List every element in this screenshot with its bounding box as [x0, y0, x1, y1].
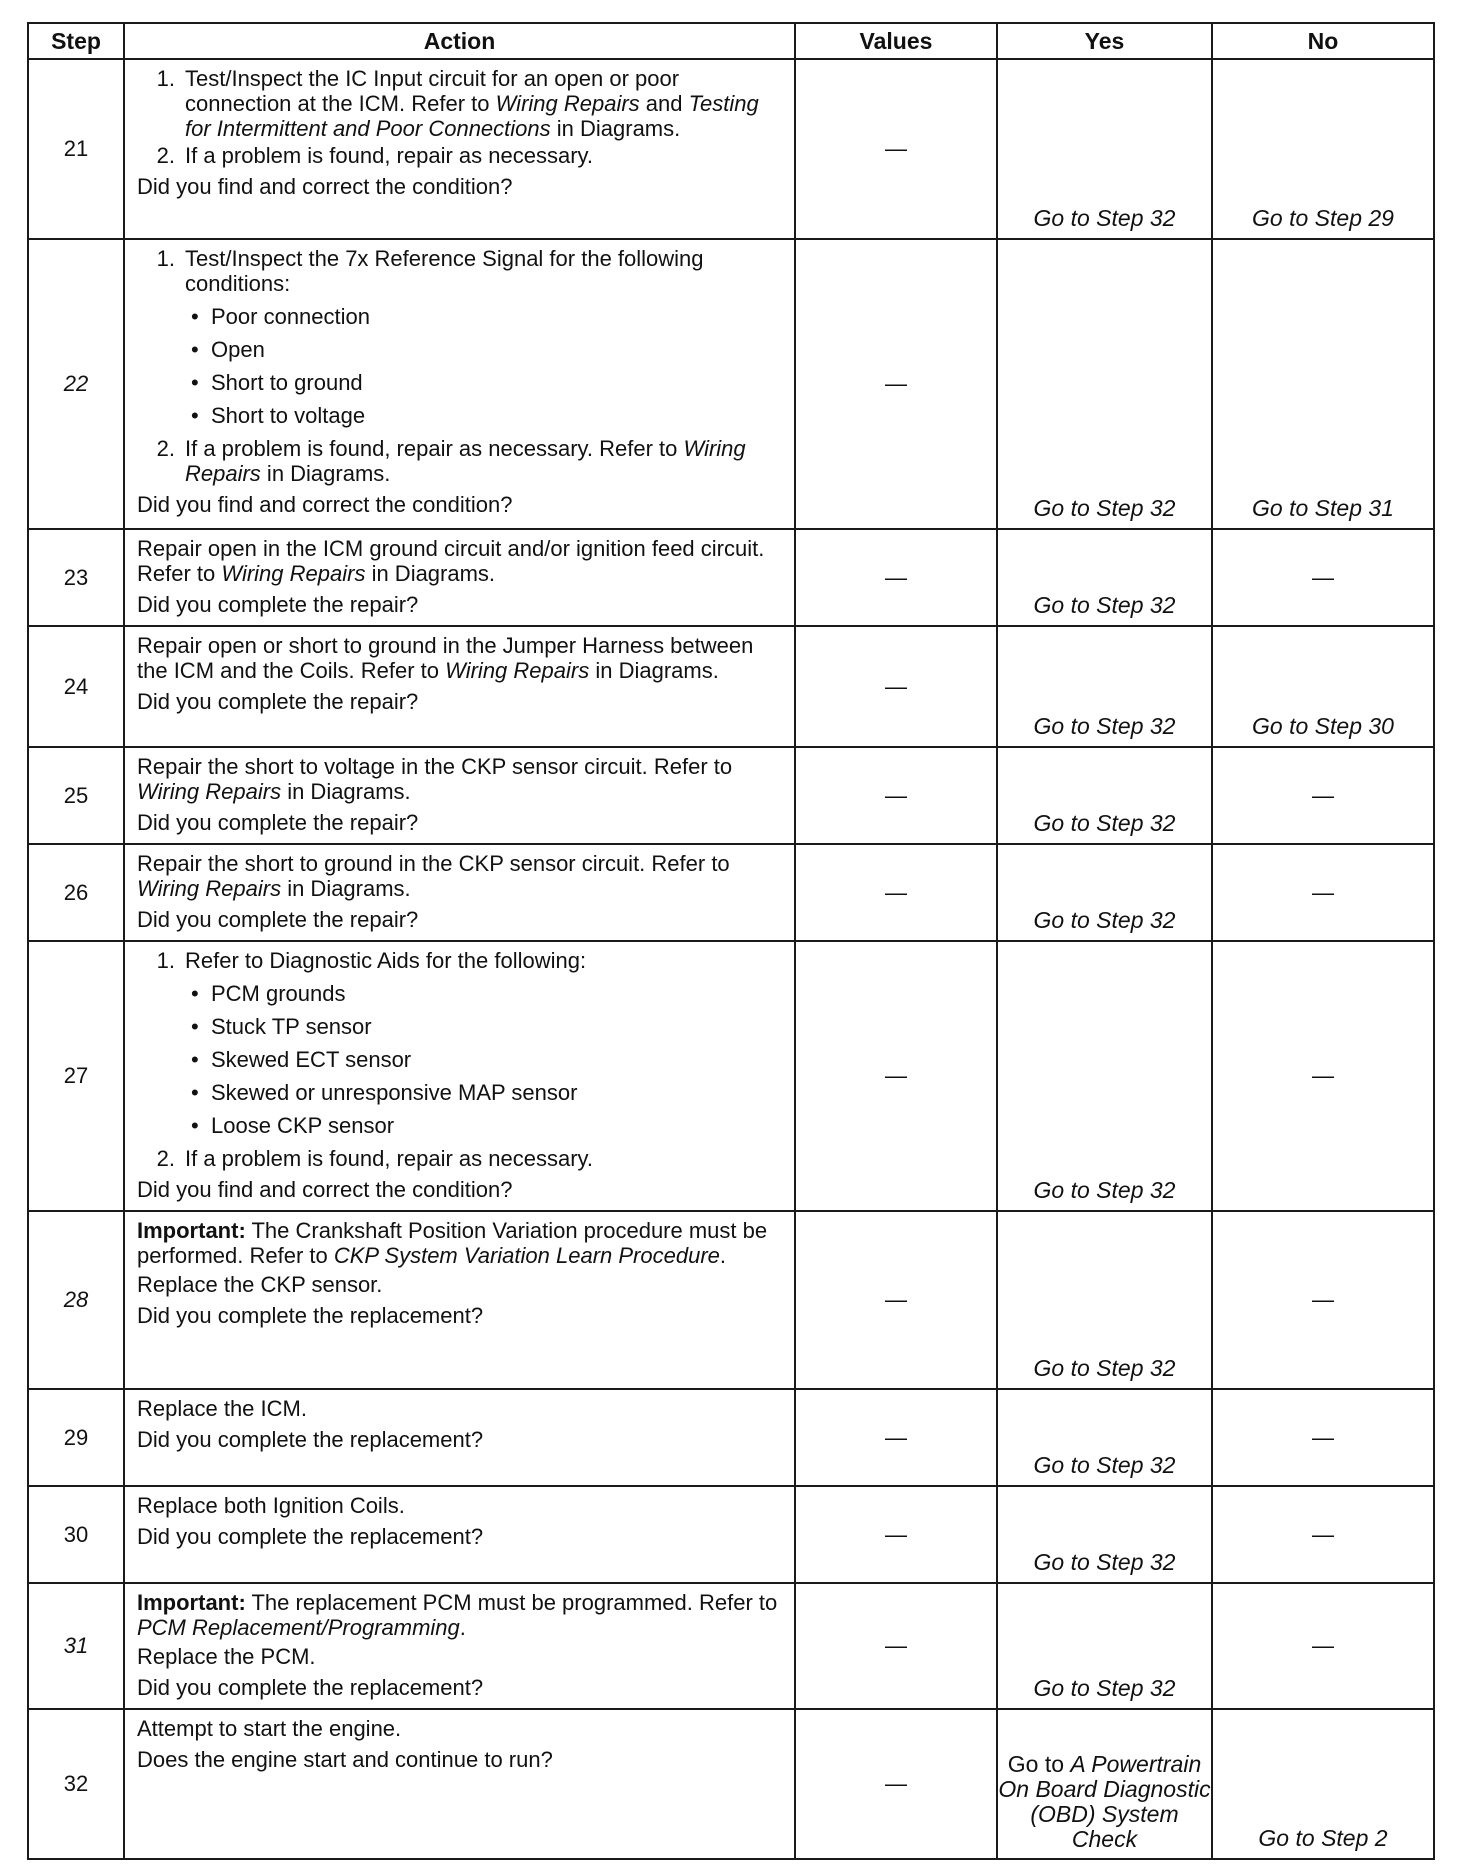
- reference-link: Wiring Repairs: [185, 436, 746, 486]
- item-number: 1.: [156, 66, 175, 91]
- action-text: Refer to Diagnostic Aids for the following:: [185, 948, 587, 973]
- item-number: 2.: [156, 436, 175, 461]
- bullet-text: Open: [211, 337, 265, 362]
- action-cell: [124, 1211, 795, 1389]
- action-cell: [124, 747, 795, 844]
- action-text: .: [459, 1615, 466, 1640]
- action-text: Repair open or short to ground in the Jumper Harness between the ICM and the Coils. Refer to: [137, 633, 754, 683]
- bullet-item: • Skewed or unresponsive MAP sensor: [191, 1080, 578, 1105]
- table-row-step-32: [28, 1709, 1434, 1859]
- action-text: If a problem is found, repair as necessary.: [185, 143, 594, 168]
- table-row-step-26: [28, 844, 1434, 941]
- action-cell: [124, 1709, 795, 1859]
- no-cell: Go to Step 2: [1212, 1709, 1434, 1859]
- item-number: 1.: [156, 246, 175, 271]
- bullet-item: • Skewed ECT sensor: [191, 1047, 412, 1072]
- values-cell: —: [795, 529, 997, 626]
- step-number: 29: [28, 1389, 124, 1486]
- yes-cell: [997, 1709, 1212, 1859]
- bullet-item: • Poor connection: [191, 304, 370, 329]
- item-number: 2.: [156, 1146, 175, 1171]
- action-text: in Diagrams.: [281, 779, 411, 804]
- bullet-item: • Loose CKP sensor: [191, 1113, 395, 1138]
- yes-cell: Go to Step 32: [997, 941, 1212, 1211]
- step-number: 28: [28, 1211, 124, 1389]
- action-text: Repair open in the ICM ground circuit and/or ignition feed circuit. Refer to: [137, 536, 765, 586]
- step-number: 31: [28, 1583, 124, 1709]
- action-cell: [124, 626, 795, 747]
- action-cell: [124, 1583, 795, 1709]
- question-text: Did you complete the replacement?: [137, 1427, 484, 1452]
- question-text: Did you complete the replacement?: [137, 1524, 484, 1549]
- reference-link: A Powertrain On Board Diagnostic (OBD) System Check: [998, 1751, 1211, 1852]
- yes-cell: Go to Step 32: [997, 529, 1212, 626]
- bullet-item: • Short to voltage: [191, 403, 366, 428]
- header-yes: Yes: [997, 23, 1212, 59]
- values-cell: —: [795, 1709, 997, 1859]
- bullet-text: Skewed or unresponsive MAP sensor: [211, 1080, 578, 1105]
- action-text: The replacement PCM must be programmed. Refer to: [245, 1590, 778, 1615]
- question-text: Did you complete the repair?: [137, 907, 419, 932]
- no-cell: —: [1212, 941, 1434, 1211]
- item-number: 2.: [156, 143, 175, 168]
- reference-link: Wiring Repairs: [445, 658, 590, 683]
- action-text: in Diagrams.: [550, 116, 681, 141]
- question-text: Did you find and correct the condition?: [137, 492, 513, 517]
- step-number: 26: [28, 844, 124, 941]
- table-row-step-28: [28, 1211, 1434, 1389]
- action-text: in Diagrams.: [589, 658, 719, 683]
- reference-link: Testing for Intermittent and Poor Connections: [185, 91, 759, 141]
- action-text: in Diagrams.: [365, 561, 496, 586]
- bullet-item: • PCM grounds: [191, 981, 346, 1006]
- action-text: in Diagrams.: [260, 461, 391, 486]
- no-cell: —: [1212, 747, 1434, 844]
- table-row-step-30: [28, 1486, 1434, 1583]
- reference-link: Wiring Repairs: [495, 91, 640, 116]
- yes-cell: Go to Step 32: [997, 1486, 1212, 1583]
- question-text: Did you find and correct the condition?: [137, 174, 513, 199]
- yes-cell: Go to Step 32: [997, 239, 1212, 529]
- action-cell: [124, 529, 795, 626]
- values-cell: —: [795, 1389, 997, 1486]
- action-text: The Crankshaft Position Variation procedure must be performed. Refer to: [137, 1218, 768, 1268]
- no-cell: —: [1212, 529, 1434, 626]
- action-text: Replace the ICM.: [137, 1396, 307, 1421]
- bullet-text: Short to ground: [211, 370, 363, 395]
- reference-link: Wiring Repairs: [137, 779, 282, 804]
- action-cell: [124, 239, 795, 529]
- no-cell: Go to Step 31: [1212, 239, 1434, 529]
- action-cell: [124, 1389, 795, 1486]
- bullet-text: Loose CKP sensor: [211, 1113, 395, 1138]
- table-row-step-25: [28, 747, 1434, 844]
- action-cell: [124, 1486, 795, 1583]
- table-row-step-27: [28, 941, 1434, 1211]
- step-number: 30: [28, 1486, 124, 1583]
- values-cell: —: [795, 1211, 997, 1389]
- values-cell: —: [795, 747, 997, 844]
- header-values: Values: [795, 23, 997, 59]
- yes-cell: Go to Step 32: [997, 844, 1212, 941]
- table-row-step-22: [28, 239, 1434, 529]
- values-cell: —: [795, 844, 997, 941]
- no-cell: —: [1212, 1486, 1434, 1583]
- reference-link: Wiring Repairs: [221, 561, 366, 586]
- diagnostic-table: [27, 22, 1435, 1860]
- action-text: and: [639, 91, 689, 116]
- action-text: If a problem is found, repair as necessary. Refer to: [185, 436, 684, 461]
- step-number: 24: [28, 626, 124, 747]
- step-number: 23: [28, 529, 124, 626]
- question-text: Does the engine start and continue to run?: [137, 1747, 553, 1772]
- yes-cell: Go to Step 32: [997, 1389, 1212, 1486]
- table-row-step-23: [28, 529, 1434, 626]
- no-cell: —: [1212, 1389, 1434, 1486]
- question-text: Did you find and correct the condition?: [137, 1177, 513, 1202]
- action-text: in Diagrams.: [281, 876, 411, 901]
- action-text: Replace both Ignition Coils.: [137, 1493, 405, 1518]
- table-row-step-24: [28, 626, 1434, 747]
- bullet-text: Poor connection: [211, 304, 370, 329]
- bullet-text: Skewed ECT sensor: [211, 1047, 412, 1072]
- no-cell: —: [1212, 1211, 1434, 1389]
- bullet-item: • Stuck TP sensor: [191, 1014, 372, 1039]
- no-cell: —: [1212, 844, 1434, 941]
- step-number: 22: [28, 239, 124, 529]
- values-cell: —: [795, 59, 997, 239]
- question-text: Did you complete the repair?: [137, 810, 419, 835]
- no-cell: Go to Step 30: [1212, 626, 1434, 747]
- action-text: Repair the short to ground in the CKP sensor circuit. Refer to: [137, 851, 730, 876]
- action-text: If a problem is found, repair as necessary.: [185, 1146, 594, 1171]
- action-text: .: [719, 1243, 726, 1268]
- step-number: 32: [28, 1709, 124, 1859]
- yes-cell: Go to Step 32: [997, 1583, 1212, 1709]
- bullet-item: • Open: [191, 337, 265, 362]
- header-no: No: [1212, 23, 1434, 59]
- action-cell: [124, 844, 795, 941]
- action-cell: [124, 59, 795, 239]
- yes-cell: Go to Step 32: [997, 1211, 1212, 1389]
- question-text: Did you complete the replacement?: [137, 1303, 484, 1328]
- header-action: Action: [124, 23, 795, 59]
- important-label: Important:: [137, 1590, 246, 1615]
- step-number: 21: [28, 59, 124, 239]
- bullet-item: • Short to ground: [191, 370, 363, 395]
- header-step: Step: [28, 23, 124, 59]
- values-cell: —: [795, 1583, 997, 1709]
- table-row-step-31: [28, 1583, 1434, 1709]
- table-row-step-21: [28, 59, 1434, 239]
- action-text: Test/Inspect the IC Input circuit for an open or poor connection at the ICM. Refer to: [185, 66, 680, 116]
- question-text: Did you complete the replacement?: [137, 1675, 484, 1700]
- bullet-text: PCM grounds: [211, 981, 346, 1006]
- values-cell: —: [795, 941, 997, 1211]
- action-text: Replace the PCM.: [137, 1644, 316, 1669]
- reference-link: PCM Replacement/Programming: [137, 1615, 460, 1640]
- header-row: [28, 23, 1434, 59]
- bullet-text: Stuck TP sensor: [211, 1014, 372, 1039]
- no-cell: —: [1212, 1583, 1434, 1709]
- reference-link: Wiring Repairs: [137, 876, 282, 901]
- question-text: Did you complete the repair?: [137, 689, 419, 714]
- action-cell: [124, 941, 795, 1211]
- action-text: Attempt to start the engine.: [137, 1716, 402, 1741]
- important-label: Important:: [137, 1218, 246, 1243]
- yes-text: Go to: [1007, 1751, 1071, 1777]
- question-text: Did you complete the repair?: [137, 592, 419, 617]
- values-cell: —: [795, 239, 997, 529]
- action-text: Test/Inspect the 7x Reference Signal for the following conditions:: [185, 246, 704, 296]
- yes-cell: Go to Step 32: [997, 747, 1212, 844]
- item-number: 1.: [156, 948, 175, 973]
- values-cell: —: [795, 1486, 997, 1583]
- no-cell: Go to Step 29: [1212, 59, 1434, 239]
- yes-cell: Go to Step 32: [997, 626, 1212, 747]
- reference-link: CKP System Variation Learn Procedure: [333, 1243, 720, 1268]
- values-cell: —: [795, 626, 997, 747]
- table-row-step-29: [28, 1389, 1434, 1486]
- yes-cell: Go to Step 32: [997, 59, 1212, 239]
- step-number: 25: [28, 747, 124, 844]
- action-text: Repair the short to voltage in the CKP sensor circuit. Refer to: [137, 754, 733, 779]
- action-text: Replace the CKP sensor.: [137, 1272, 383, 1297]
- step-number: 27: [28, 941, 124, 1211]
- bullet-text: Short to voltage: [211, 403, 366, 428]
